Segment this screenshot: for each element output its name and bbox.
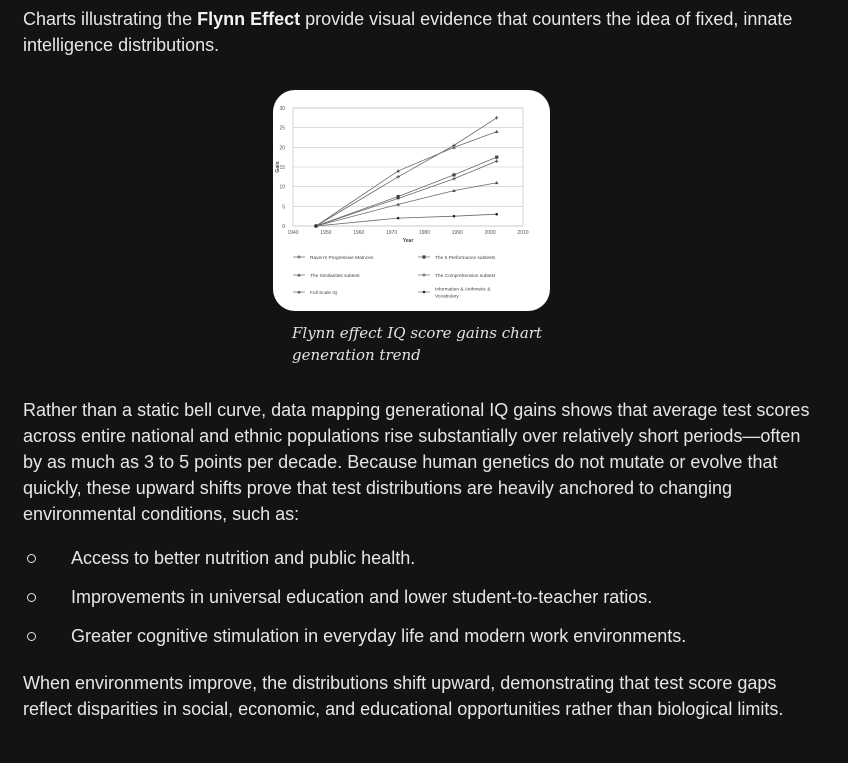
data-point bbox=[495, 159, 499, 163]
y-tick-label: 30 bbox=[279, 106, 285, 112]
y-axis-label: Gain bbox=[275, 161, 281, 173]
data-point bbox=[297, 255, 301, 259]
series-group bbox=[314, 156, 498, 228]
x-tick-label: 1940 bbox=[287, 230, 299, 236]
legend-item bbox=[418, 286, 491, 299]
factor-list bbox=[0, 545, 848, 662]
legend-item bbox=[418, 255, 496, 261]
legend-label: Vocabulary bbox=[435, 294, 459, 300]
hollow-bullet-icon bbox=[27, 554, 36, 563]
flynn-effect-term: Flynn Effect bbox=[197, 9, 301, 29]
list-item bbox=[0, 584, 848, 623]
legend-label: The Comprehension subtest bbox=[435, 273, 496, 279]
x-tick-label: 1970 bbox=[386, 230, 398, 236]
y-tick-label: 5 bbox=[282, 204, 285, 211]
legend-item bbox=[293, 255, 374, 261]
y-tick-label: 15 bbox=[279, 165, 285, 171]
legend-item bbox=[293, 290, 338, 296]
series-line bbox=[316, 132, 497, 226]
legend-label: Full Scale IQ bbox=[310, 290, 338, 296]
list-item bbox=[0, 545, 848, 584]
data-point bbox=[453, 215, 456, 218]
x-tick-label: 1960 bbox=[353, 230, 365, 236]
x-tick-label: 1950 bbox=[320, 230, 332, 236]
y-tick-label: 25 bbox=[279, 125, 285, 132]
data-point bbox=[495, 213, 498, 216]
data-point bbox=[397, 217, 400, 220]
series-group bbox=[314, 130, 498, 228]
intro-text-before: Charts illustrating the bbox=[23, 9, 198, 29]
data-point bbox=[495, 181, 499, 184]
intro-paragraph bbox=[23, 6, 813, 58]
list-item-text: Greater cognitive stimulation in everyday life and modern work environments. bbox=[71, 626, 687, 646]
data-point bbox=[422, 273, 426, 277]
figure-caption: Flynn effect IQ score gains chart generation trend bbox=[292, 324, 542, 364]
x-tick-label: 2010 bbox=[517, 230, 529, 236]
legend-item bbox=[418, 273, 496, 279]
x-axis-label: Year bbox=[402, 238, 414, 244]
data-point bbox=[452, 173, 455, 176]
data-point bbox=[495, 130, 499, 133]
flynn-effect-chart bbox=[273, 90, 550, 311]
main-paragraph: Rather than a static bell curve, data mapping generational IQ gains shows that average test scores across entire national and ethnic populations rise substantially over relatively short periods—often by as much as 3 to 5 points per decade. Because human genetics do not mutate or evolve that quickly, these upward shifts prove that test distributions are heavily anchored to changing environmental conditions, such as: bbox=[23, 400, 810, 524]
hollow-bullet-icon bbox=[27, 632, 36, 641]
data-point bbox=[396, 175, 400, 179]
y-tick-label: 20 bbox=[279, 145, 285, 152]
series-group bbox=[314, 181, 498, 227]
x-tick-label: 1990 bbox=[451, 230, 463, 236]
x-tick-label: 2000 bbox=[484, 230, 496, 236]
legend-label: Information & Arithmetic & bbox=[435, 287, 491, 293]
series-group bbox=[315, 213, 498, 227]
list-item-text: Improvements in universal education and lower student-to-teacher ratios. bbox=[71, 587, 653, 607]
data-point bbox=[315, 225, 318, 228]
flynn-effect-chart-image[interactable] bbox=[273, 90, 550, 311]
legend-label: The Similarities subtest bbox=[310, 273, 360, 279]
legend-label: Raven's Progressive Matrices bbox=[310, 255, 374, 261]
data-point bbox=[452, 177, 456, 181]
data-point bbox=[423, 291, 426, 294]
list-item-text: Access to better nutrition and public health. bbox=[71, 548, 416, 568]
closing-paragraph: When environments improve, the distributions shift upward, demonstrating that test score gaps reflect disparities in social, economic, and educational opportunities rather than biological limits. bbox=[23, 673, 784, 719]
legend-item bbox=[293, 273, 360, 279]
list-item bbox=[0, 623, 848, 662]
data-point bbox=[422, 255, 425, 258]
legend-label: The 5 Performance subtests bbox=[435, 255, 496, 261]
series-line bbox=[316, 183, 497, 226]
hollow-bullet-icon bbox=[27, 593, 36, 602]
data-point bbox=[495, 156, 498, 159]
y-tick-label: 10 bbox=[279, 184, 285, 191]
x-tick-label: 1980 bbox=[418, 230, 430, 236]
y-tick-label: 0 bbox=[282, 224, 285, 230]
intro-text-after: provide visual evidence that counters the idea of fixed, innate intelligence distributions. bbox=[23, 9, 793, 55]
